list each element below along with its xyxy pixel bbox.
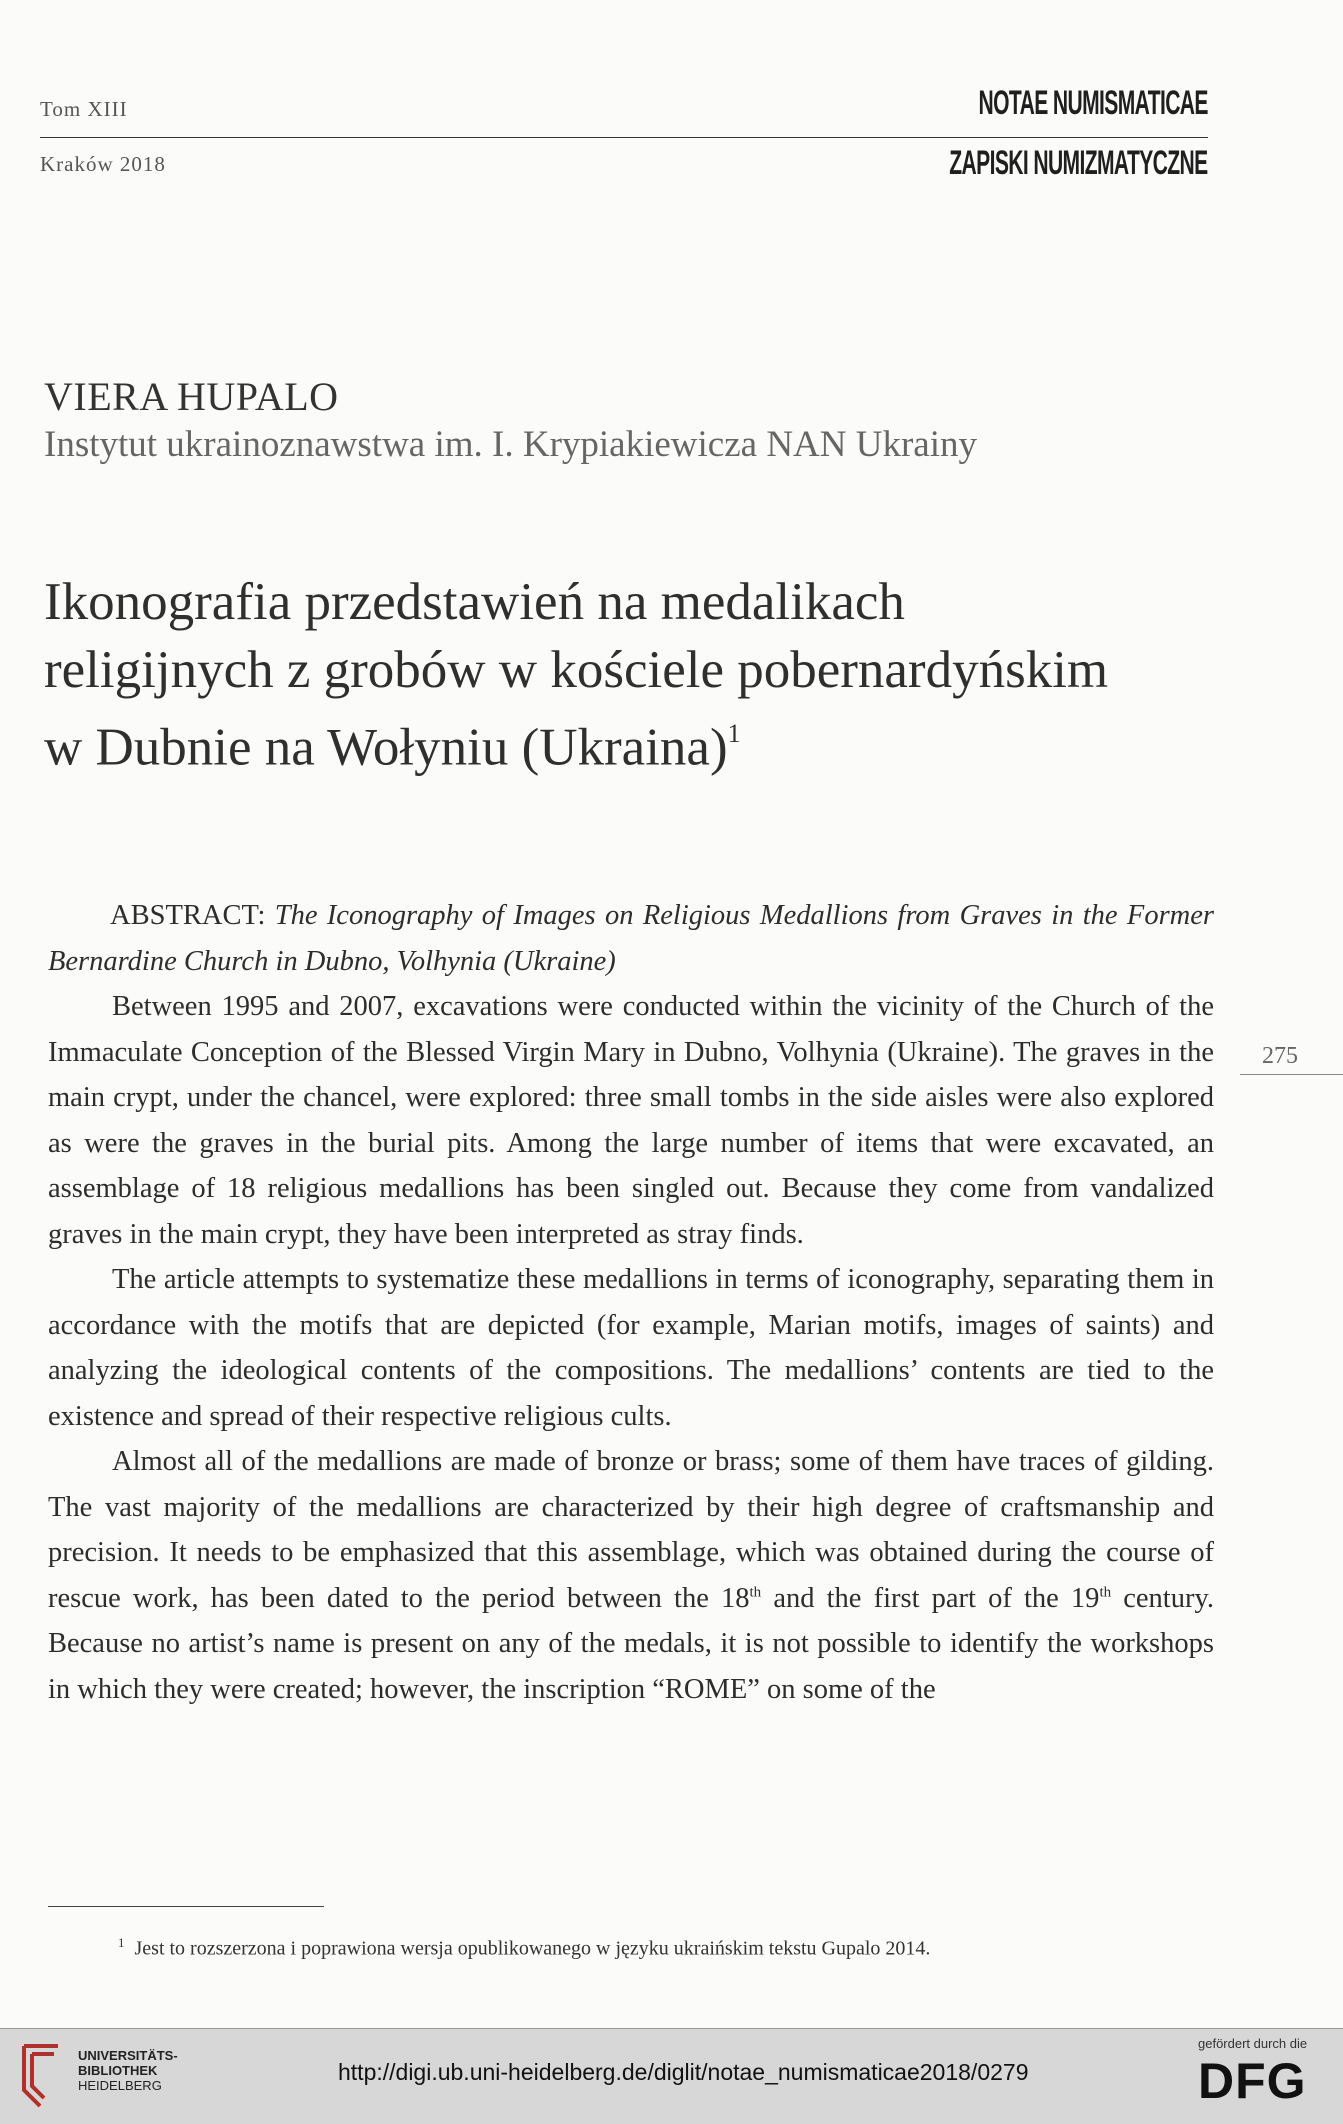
funded-by-label: gefördert durch die	[1198, 2036, 1308, 2051]
p3-text-1: Almost all of the medallions are made of bronze or brass; some of them have traces of gilding. The vast majority of the medallions are characterized by their high degree of craftsmanship and precision. It needs to be emphasized that this assemblage, which was obtained during the course of rescue work, has been dated to the period between the 18	[48, 1446, 1214, 1614]
page-number-rule	[1240, 1074, 1343, 1075]
place-year-label: Kraków 2018	[40, 152, 166, 176]
abstract-heading	[48, 893, 1214, 984]
title-line-1: Ikonografia przedstawień na medalikach	[44, 573, 905, 631]
library-line-2: BIBLIOTHEK	[78, 2063, 158, 2078]
article-title	[44, 568, 1244, 782]
abstract-section	[48, 893, 1214, 1712]
title-line-3	[44, 704, 1244, 782]
footnote-separator	[48, 1906, 324, 1907]
footnote-text: Jest to rozszerzona i poprawiona wersja opublikowanego w języku ukraińskim tekstu Gupalo 2014.	[134, 1937, 931, 1960]
title-line-3-text: w Dubnie na Wołyniu (Ukraina)	[44, 718, 728, 777]
source-url-link[interactable]: http://digi.ub.uni-heidelberg.de/diglit/notae_numismaticae2018/0279	[338, 2059, 1029, 2085]
library-logo-icon	[14, 2040, 72, 2110]
p3-text-3: century. Because no artist’s name is present on any of the medals, it is not possible to identify the workshops in which they were created; however, the inscription “ROME” on some of the	[48, 1582, 1214, 1705]
volume-label: Tom XIII	[40, 97, 128, 121]
title-footnote-mark: 1	[727, 719, 741, 748]
p3-sup-1: th	[749, 1584, 762, 1600]
journal-title-line1: NOTAE NUMISMATICAE	[978, 84, 1208, 122]
abstract-paragraph-3	[48, 1439, 1214, 1712]
title-line-2: religijnych z grobów w kościele pobernardyńskim	[44, 641, 1109, 699]
abstract-paragraph-2: The article attempts to systematize these medallions in terms of iconography, separating them in accordance with the motifs that are depicted (for example, Marian motifs, images of saints) and analyzing the ideological contents of the compositions. The medallions’ contents are tied to the existence and spread of their respective religious cults.	[48, 1264, 1214, 1432]
page-number: 275	[1262, 1043, 1298, 1069]
library-line-3: HEIDELBERG	[78, 2078, 162, 2093]
footnote-mark: 1	[118, 1935, 125, 1950]
journal-title-line2: ZAPISKI NUMIZMATYCZNE	[949, 144, 1208, 182]
abstract-paragraph-1: Between 1995 and 2007, excavations were conducted within the vicinity of the Church of the Immaculate Conception of the Blessed Virgin Mary in Dubno, Volhynia (Ukraine). The graves in the main crypt, under the chancel, were explored: three small tombs in the side aisles were also explored as were the graves in the burial pits. Among the large number of items that were excavated, an assemblage of 18 religious medallions has been singled out. Because they come from vandalized graves in the main crypt, they have been interpreted as stray finds.	[48, 991, 1214, 1250]
p3-sup-2: th	[1099, 1584, 1112, 1600]
author-name: VIERA HUPALO	[44, 374, 339, 419]
library-name	[78, 2048, 178, 2093]
p3-text-2: and the first part of the 19	[761, 1582, 1100, 1614]
abstract-english-title: The Iconography of Images on Religious Medallions from Graves in the Former Bernardine Church in Dubno, Volhynia (Ukraine)	[48, 900, 1214, 977]
author-institution: Instytut ukrainoznawstwa im. I. Krypiakiewicza NAN Ukrainy	[44, 424, 977, 465]
footnote	[118, 1935, 930, 1961]
dfg-logo: DFG	[1198, 2053, 1307, 2109]
library-line-1: UNIVERSITÄTS-	[78, 2048, 178, 2063]
abstract-label: ABSTRACT:	[110, 900, 266, 931]
header-rule	[40, 137, 1208, 138]
